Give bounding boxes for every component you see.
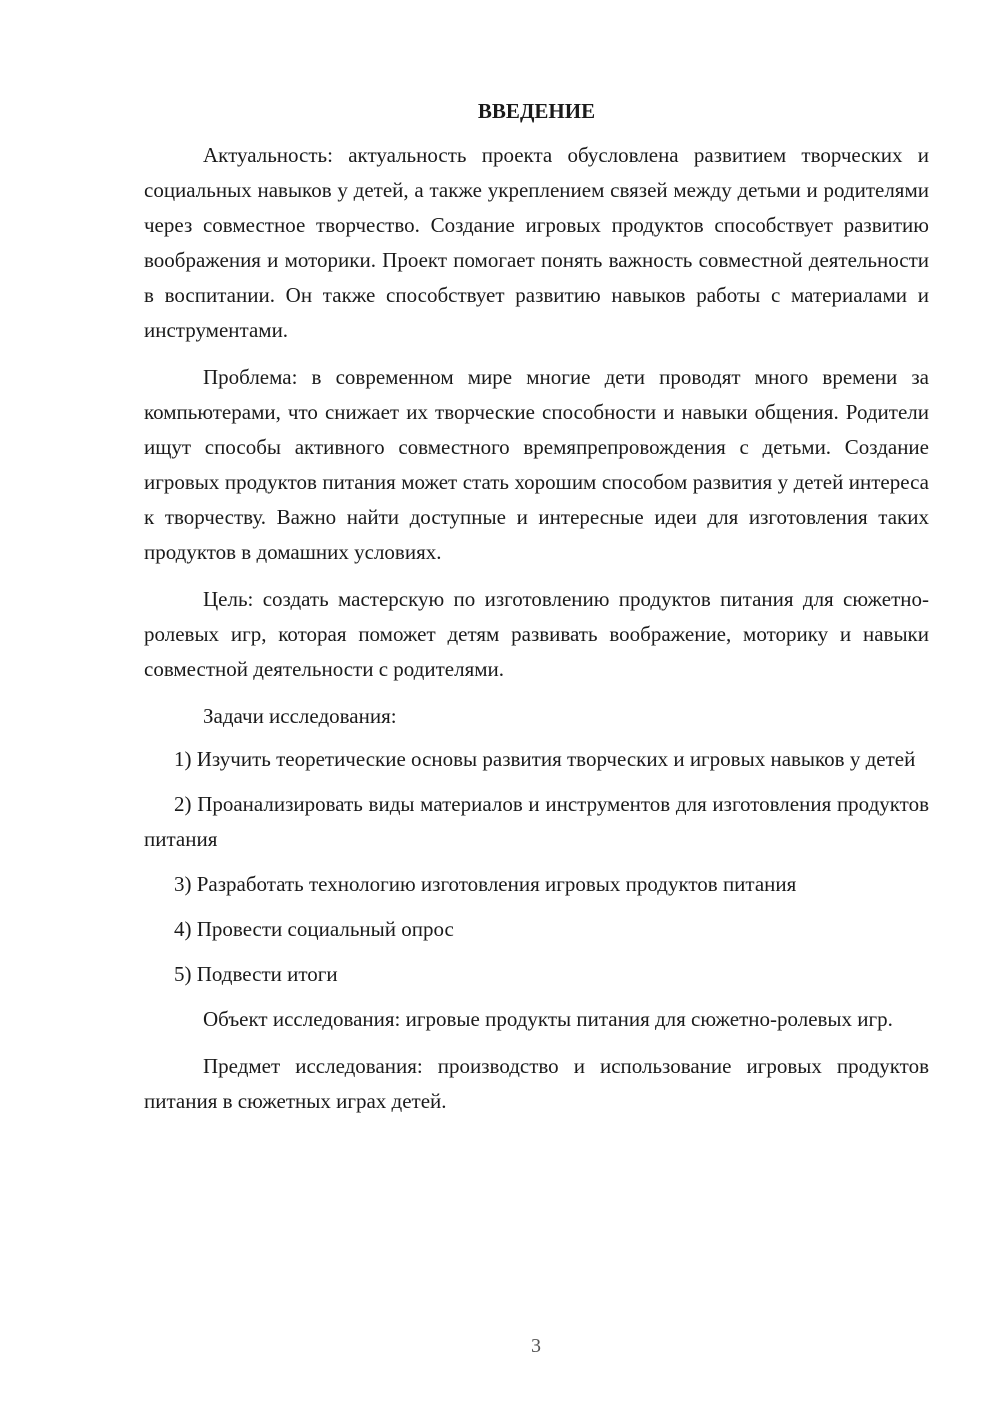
object-paragraph: Объект исследования: игровые продукты питания для сюжетно-ролевых игр. bbox=[203, 1007, 893, 1031]
list-item: 1) Изучить теоретические основы развития творческих и игровых навыков у детей bbox=[174, 747, 916, 771]
page-title: ВВЕДЕНИЕ bbox=[477, 99, 596, 123]
tasks-list bbox=[144, 742, 929, 992]
tasks-heading: Задачи исследования: bbox=[203, 704, 397, 728]
list-item: 2) Проанализировать виды материалов и инструментов для изготовления продуктов питания bbox=[144, 792, 929, 851]
relevance-paragraph: Актуальность: актуальность проекта обусловлена развитием творческих и социальных навыков у детей, а также укреплением связей между детьми и родителями через совместное творчество. Создание игровых продуктов способствует развитию воображения и моторики. Проект помогает понять важность совместной деятельности в воспитании. Он также способствует развитию навыков работы с материалами и инструментами. bbox=[144, 143, 929, 342]
page-content bbox=[144, 96, 929, 1131]
page-number: 3 bbox=[531, 1335, 541, 1357]
goal-paragraph: Цель: создать мастерскую по изготовлению продуктов питания для сюжетно-ролевых игр, которая поможет детям развивать воображение, моторику и навыки совместной деятельности с родителями. bbox=[144, 587, 929, 681]
list-item: 4) Провести социальный опрос bbox=[174, 917, 454, 941]
list-item: 5) Подвести итоги bbox=[174, 962, 338, 986]
problem-paragraph: Проблема: в современном мире многие дети проводят много времени за компьютерами, что снижает их творческие способности и навыки общения. Родители ищут способы активного совместного времяпрепровождения с детьми. Создание игровых продуктов питания может стать хорошим способом развития у детей интереса к творчеству. Важно найти доступные и интересные идеи для изготовления таких продуктов в домашних условиях. bbox=[144, 365, 929, 564]
subject-paragraph: Предмет исследования: производство и использование игровых продуктов питания в сюжетных играх детей. bbox=[144, 1054, 929, 1113]
list-item: 3) Разработать технологию изготовления игровых продуктов питания bbox=[174, 872, 797, 896]
